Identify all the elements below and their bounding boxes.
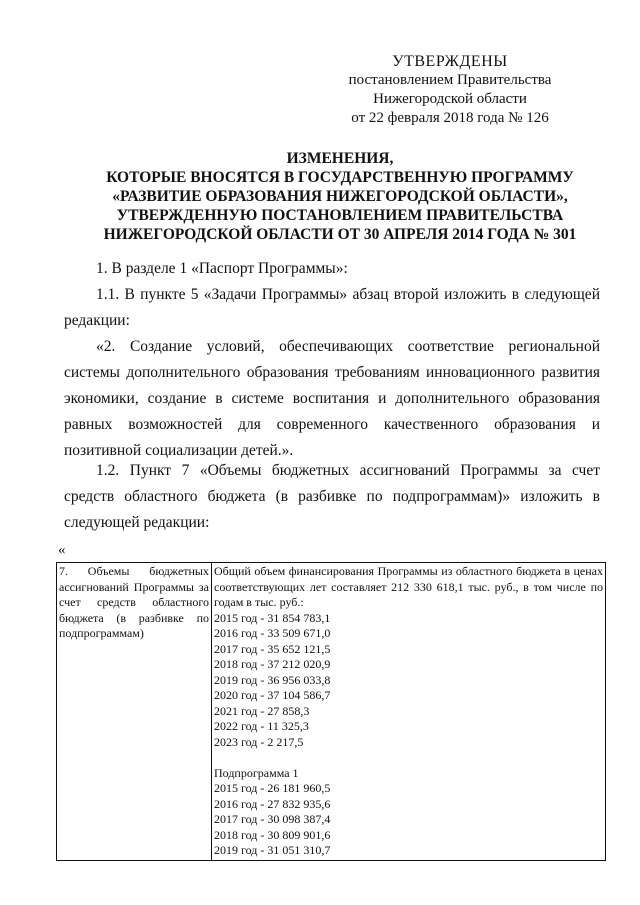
table-cell-values <box>212 563 606 861</box>
year-line: 2018 год - 37 212 020,9 <box>214 657 331 671</box>
year-line: 2020 год - 37 104 586,7 <box>214 688 331 702</box>
total-text: Общий объем финансирования Программы из областного бюджета в ценах соответствующих лет составляет 212 330 618,1 тыс. руб., в том числе по годам в тыс. руб.: <box>214 564 603 609</box>
paragraph-1: 1. В разделе 1 «Паспорт Программы»: <box>96 260 348 277</box>
year-line: 2017 год - 35 652 121,5 <box>214 641 331 656</box>
approval-line-3: от 22 февраля 2018 года № 126 <box>351 110 549 126</box>
year-line: 2015 год - 31 854 783,1 <box>214 610 331 625</box>
paragraph-quote-task: «2. Создание условий, обеспечивающих соответствие региональной системы дополнительного образования требованиям инновационного развития экономики, создание в системе воспитания и дополнительного образования равных возможностей для современного качественного образования и позитивной социализации детей.». <box>64 338 600 459</box>
heading-line-1: ИЗМЕНЕНИЯ, <box>286 150 394 167</box>
subprogram-year-line: 2015 год - 26 181 960,5 <box>214 781 331 795</box>
approval-line-2: Нижегородской области <box>373 91 527 107</box>
heading-line-3: «РАЗВИТИЕ ОБРАЗОВАНИЯ НИЖЕГОРОДСКОЙ ОБЛАСТИ», <box>112 188 568 205</box>
paragraph-1-2: 1.2. Пункт 7 «Объемы бюджетных ассигнований Программы за счет средств областного бюджета (в разбивке по подпрограммам)» изложить в следующей редакции: <box>64 462 600 531</box>
spacer <box>214 750 603 766</box>
subprogram-year-line: 2019 год - 31 051 310,7 <box>214 843 331 857</box>
approval-title: УТВЕРЖДЕНЫ <box>392 53 508 70</box>
subprogram-year-line: 2016 год - 27 832 935,6 <box>214 796 331 811</box>
heading-line-4: УТВЕРЖДЕННУЮ ПОСТАНОВЛЕНИЕМ ПРАВИТЕЛЬСТВА <box>116 207 564 224</box>
year-line: 2021 год - 27 858,3 <box>214 703 310 718</box>
year-line: 2016 год - 33 509 671,0 <box>214 626 331 640</box>
document-heading <box>60 149 620 244</box>
year-line: 2022 год - 11 325,3 <box>214 719 309 733</box>
approval-block <box>330 52 570 128</box>
table-row <box>57 563 606 861</box>
heading-line-5: НИЖЕГОРОДСКОЙ ОБЛАСТИ ОТ 30 АПРЕЛЯ 2014 ГОДА № 301 <box>103 226 577 243</box>
year-line: 2023 год - 2 217,5 <box>214 734 304 749</box>
paragraph-1-1: 1.1. В пункте 5 «Задачи Программы» абзац второй изложить в следующей редакции: <box>64 286 600 329</box>
year-line: 2019 год - 36 956 033,8 <box>214 672 331 687</box>
approval-line-1: постановлением Правительства <box>348 72 552 88</box>
heading-line-2: КОТОРЫЕ ВНОСЯТСЯ В ГОСУДАРСТВЕННУЮ ПРОГРАММУ <box>106 169 574 186</box>
financing-table <box>56 562 606 861</box>
label-text: 7. Объемы бюджетных ассигнований Программы за счет средств областного бюджета (в разбивке по подпрограммам) <box>59 564 209 640</box>
opening-quote-mark: « <box>58 542 66 558</box>
subprogram-title: Подпрограмма 1 <box>214 765 299 780</box>
table-cell-label <box>57 563 212 861</box>
subprogram-year-line: 2018 год - 30 809 901,6 <box>214 827 331 842</box>
subprogram-year-line: 2017 год - 30 098 387,4 <box>214 812 331 826</box>
